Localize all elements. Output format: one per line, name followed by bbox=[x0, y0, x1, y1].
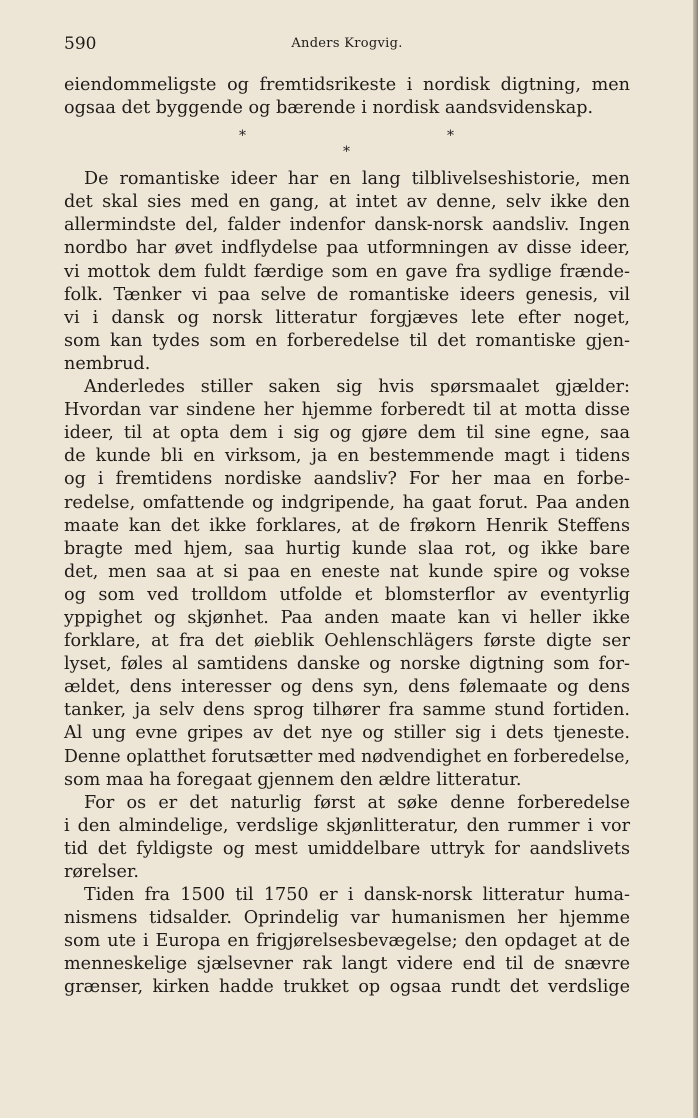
text-line: de kunde bli en virksom, ja en bestemmende magt i tidens bbox=[64, 446, 630, 467]
text-line: lyset, føles al samtidens danske og norske digtning som for- bbox=[64, 654, 630, 675]
text-line: nismens tidsalder. Oprindelig var humanismen her hjemme bbox=[64, 908, 630, 929]
text-line: allermindste del, falder indenfor dansk-norsk aandsliv. Ingen bbox=[64, 215, 630, 236]
page-header bbox=[64, 34, 630, 58]
text-line: ældet, dens interesser og dens syn, dens følemaate og dens bbox=[64, 677, 630, 698]
text-line: Al ung evne gripes av det nye og stiller sig i dets tjeneste. bbox=[64, 723, 630, 744]
text-line: det skal sies med en gang, at intet av denne, selv ikke den bbox=[64, 192, 630, 213]
text-line: Hvordan var sindene her hjemme forberedt til at motta disse bbox=[64, 400, 630, 421]
text-line: og i fremtidens nordiske aandsliv? For her maa en forbe- bbox=[64, 469, 630, 490]
text-line: Tiden fra 1500 til 1750 er i dansk-norsk litteratur huma- bbox=[84, 885, 630, 906]
body-text bbox=[64, 74, 630, 1000]
text-line: som ute i Europa en frigjørelsesbevægelse; den opdaget at de bbox=[64, 931, 630, 952]
text-line: bragte med hjem, saa hurtig kunde slaa rot, og ikke bare bbox=[64, 538, 630, 559]
section-separator bbox=[64, 120, 630, 168]
text-line: som maa ha foregaat gjennem den ældre litteratur. bbox=[64, 769, 522, 790]
text-line: folk. Tænker vi paa selve de romantiske ideers genesis, vil bbox=[64, 284, 630, 305]
text-line: grænser, kirken hadde trukket op ogsaa rundt det verdslige bbox=[64, 977, 630, 998]
text-line: ogsaa det byggende og bærende i nordisk aandsvidenskap. bbox=[64, 98, 594, 119]
text-line: Anderledes stiller saken sig hvis spørsmaalet gjælder: bbox=[84, 377, 630, 398]
text-line: tanker, ja selv dens sprog tilhører fra samme stund fortiden. bbox=[64, 700, 630, 721]
text-line: Denne oplatthet forutsætter med nødvendighet en forberedelse, bbox=[64, 746, 630, 767]
text-line: vi mottok dem fuldt færdige som en gave fra sydlige frænde- bbox=[64, 261, 630, 282]
text-line: menneskelige sjælsevner rak langt videre end til de snævre bbox=[64, 954, 630, 975]
text-line: rørelser. bbox=[64, 862, 139, 882]
text-line: maate kan det ikke forklares, at de frøkorn Henrik Steffens bbox=[64, 515, 630, 536]
text-line: forklare, at fra det øieblik Oehlenschlägers første digte ser bbox=[64, 631, 630, 652]
text-line: De romantiske ideer har en lang tilblivelseshistorie, men bbox=[84, 169, 630, 190]
text-line: redelse, omfattende og indgripende, ha gaat forut. Paa anden bbox=[64, 492, 630, 513]
text-line: ideer, til at opta dem i sig og gjøre dem til sine egne, saa bbox=[64, 423, 630, 444]
running-head: Anders Krogvig. bbox=[291, 36, 403, 51]
page-number: 590 bbox=[64, 34, 97, 54]
separator-star: * bbox=[343, 144, 350, 161]
page-edge bbox=[693, 0, 698, 1118]
text-line: vi i dansk og norsk litteratur forgjæves lete efter noget, bbox=[64, 307, 630, 328]
separator-star: * bbox=[447, 128, 454, 145]
text-line: eiendommeligste og fremtidsrikeste i nordisk digtning, men bbox=[64, 75, 630, 95]
text-line: det, men saa at si paa en eneste nat kunde spire og vokse bbox=[64, 561, 630, 582]
text-line: yppighet og skjønhet. Paa anden maate kan vi heller ikke bbox=[64, 607, 630, 628]
text-line: For os er det naturlig først at søke denne forberedelse bbox=[84, 792, 630, 813]
text-line: tid det fyldigste og mest umiddelbare uttryk for aandslivets bbox=[64, 838, 630, 859]
text-line: nordbo har øvet indflydelse paa utformningen av disse ideer, bbox=[64, 238, 630, 259]
text-line: som kan tydes som en forberedelse til det romantiske gjen- bbox=[64, 330, 630, 351]
text-line: nembrud. bbox=[64, 353, 151, 374]
separator-star: * bbox=[239, 128, 246, 145]
text-line: i den almindelige, verdslige skjønlitteratur, den rummer i vor bbox=[64, 815, 630, 836]
text-line: og som ved trolldom utfolde et blomsterflor av eventyrlig bbox=[64, 584, 630, 605]
